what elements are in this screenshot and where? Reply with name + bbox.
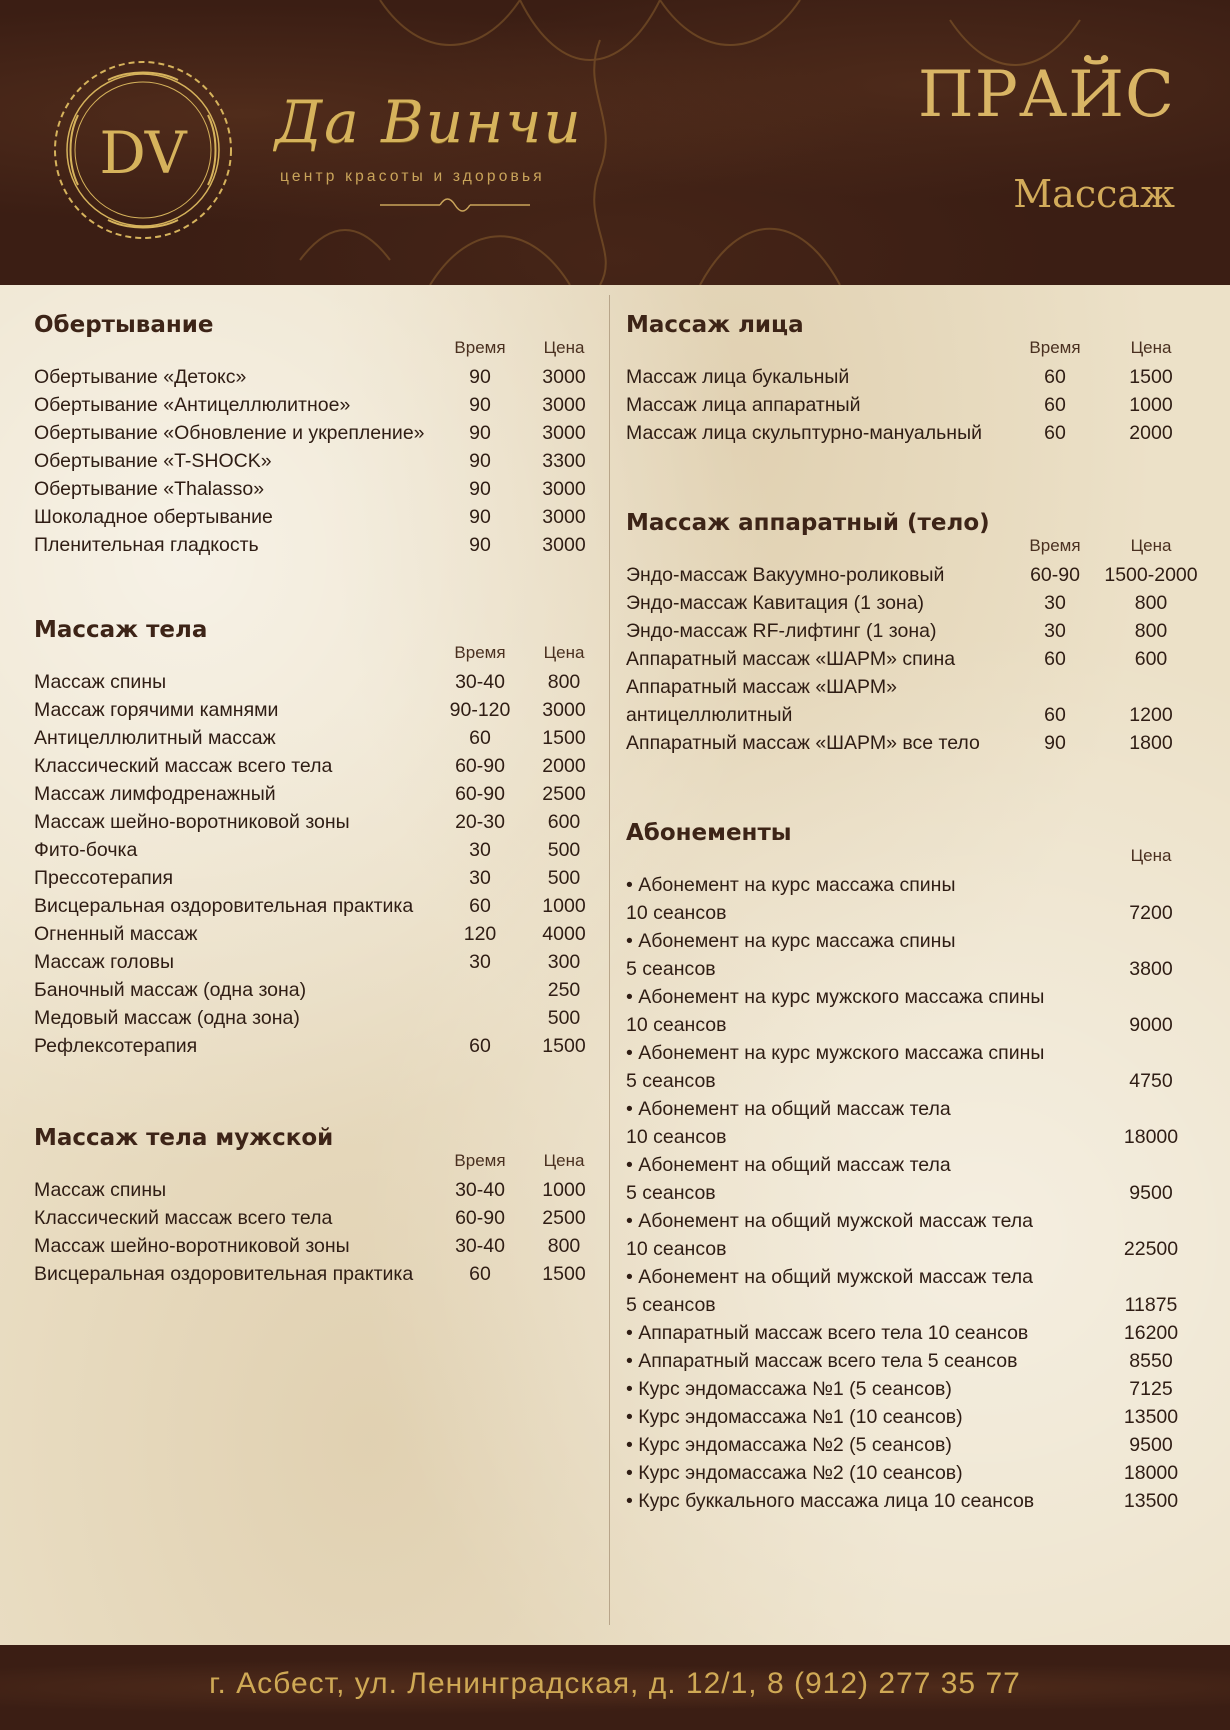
- service-time: 60: [469, 1035, 491, 1057]
- section-title: Массаж тела: [34, 617, 208, 643]
- service-name: Массаж лица букальный: [626, 366, 850, 388]
- service-time: 30: [469, 951, 491, 973]
- header-time: Время: [454, 1151, 506, 1170]
- subscription-price: 9500: [1129, 1182, 1173, 1204]
- service-name: Массаж лимфодренажный: [34, 783, 276, 805]
- service-name: Аппаратный массаж «ШАРМ»: [626, 676, 897, 698]
- service-time: 90: [1044, 732, 1066, 754]
- subscription-price: 8550: [1129, 1350, 1173, 1372]
- price-row: [34, 1207, 594, 1235]
- price-row: [626, 648, 1196, 676]
- column-headers: [34, 338, 594, 360]
- service-name: Эндо-массаж RF-лифтинг (1 зона): [626, 620, 937, 642]
- service-price: 2500: [542, 1207, 586, 1229]
- service-name: Пленительная гладкость: [34, 534, 259, 556]
- price-row: [626, 564, 1196, 592]
- subscription-price: 18000: [1123, 1462, 1179, 1484]
- subscription-price: 16200: [1123, 1322, 1179, 1344]
- price-row: [626, 394, 1196, 422]
- price-row: [34, 1035, 594, 1063]
- subscription-item: [626, 1434, 1196, 1462]
- subscription-sessions: 10 сеансов: [626, 1126, 727, 1148]
- subscription-item: [626, 1154, 1196, 1210]
- header-price: Цена: [543, 643, 585, 662]
- price-row: [34, 951, 594, 979]
- column-headers: [626, 338, 1196, 360]
- logo-emblem: [48, 55, 238, 245]
- service-time: 90: [469, 366, 491, 388]
- subscription-title: • Аппаратный массаж всего тела 5 сеансов: [626, 1350, 1018, 1372]
- column-headers: [626, 536, 1196, 558]
- service-price: 3000: [542, 478, 586, 500]
- service-time: 60: [469, 727, 491, 749]
- section-subscriptions: [626, 820, 1196, 1518]
- subscription-title: • Аппаратный массаж всего тела 10 сеансов: [626, 1322, 1029, 1344]
- service-price: 2500: [542, 783, 586, 805]
- service-price: 1800: [1129, 732, 1173, 754]
- subscription-item: [626, 1266, 1196, 1322]
- price-row: [626, 366, 1196, 394]
- service-name: Классический массаж всего тела: [34, 1207, 333, 1229]
- section-male-massage: [34, 1125, 594, 1291]
- subscription-sessions: 5 сеансов: [626, 1294, 716, 1316]
- subscription-title: • Абонемент на общий массаж тела: [626, 1098, 951, 1120]
- subscription-price: 7125: [1129, 1378, 1173, 1400]
- price-row: [626, 704, 1196, 732]
- service-price: 1200: [1129, 704, 1173, 726]
- service-time: 90: [469, 450, 491, 472]
- service-time: 30-40: [455, 671, 505, 693]
- column-headers: [626, 846, 1196, 868]
- subscription-item: [626, 1490, 1196, 1518]
- service-time: 20-30: [455, 811, 505, 833]
- subscription-price: 13500: [1123, 1490, 1179, 1512]
- footer-address: г. Асбест, ул. Ленинградская, д. 12/1, 8 (912) 277 35 77: [209, 1667, 1021, 1700]
- subscription-price: 4750: [1129, 1070, 1173, 1092]
- price-row: [34, 506, 594, 534]
- price-row: [34, 1263, 594, 1291]
- price-row: [34, 783, 594, 811]
- price-row: [34, 923, 594, 951]
- service-name: Массаж головы: [34, 951, 175, 973]
- service-price: 1500: [542, 1263, 586, 1285]
- service-name: Обертывание «Thalasso»: [34, 478, 265, 500]
- flourish-ornament: [380, 195, 530, 215]
- service-name: Висцеральная оздоровительная практика: [34, 895, 414, 917]
- brand-tagline: центр красоты и здоровья: [280, 168, 545, 185]
- service-time: 60-90: [1030, 564, 1080, 586]
- header-price: Цена: [543, 1151, 585, 1170]
- price-row: [34, 422, 594, 450]
- service-time: 60: [1044, 366, 1066, 388]
- service-name: Массаж лица аппаратный: [626, 394, 861, 416]
- subscription-title: • Абонемент на курс мужского массажа спины: [626, 986, 1045, 1008]
- service-price: 600: [547, 811, 581, 833]
- service-price: 3000: [542, 366, 586, 388]
- header-time: Время: [1029, 338, 1081, 357]
- service-time: 60-90: [455, 1207, 505, 1229]
- subscription-sessions: 5 сеансов: [626, 1070, 716, 1092]
- price-row: [34, 1235, 594, 1263]
- page-subtitle: Массаж: [1013, 172, 1175, 216]
- service-name: Массаж шейно-воротниковой зоны: [34, 1235, 350, 1257]
- subscription-item: [626, 1462, 1196, 1490]
- price-row: [34, 394, 594, 422]
- price-row: [34, 1179, 594, 1207]
- price-row: [34, 811, 594, 839]
- service-price: 800: [1134, 592, 1168, 614]
- service-name: Массаж лица скульптурно-мануальный: [626, 422, 982, 444]
- price-row: [34, 867, 594, 895]
- section-title: Массаж лица: [626, 312, 804, 338]
- service-name: Рефлексотерапия: [34, 1035, 198, 1057]
- service-price: 800: [1134, 620, 1168, 642]
- subscription-title: • Абонемент на общий мужской массаж тела: [626, 1210, 1034, 1232]
- subscription-item: [626, 986, 1196, 1042]
- subscription-title: • Абонемент на курс массажа спины: [626, 874, 956, 896]
- service-name: Эндо-массаж Кавитация (1 зона): [626, 592, 925, 614]
- subscription-price: 22500: [1123, 1238, 1179, 1260]
- price-row: [34, 979, 594, 1007]
- service-time: 60: [1044, 422, 1066, 444]
- subscription-sessions: 10 сеансов: [626, 902, 727, 924]
- service-price: 1500: [542, 727, 586, 749]
- price-row: [34, 671, 594, 699]
- price-row: [34, 366, 594, 394]
- subscription-item: [626, 930, 1196, 986]
- price-row: [626, 620, 1196, 648]
- price-row: [626, 732, 1196, 760]
- header-banner: [0, 0, 1230, 285]
- subscription-sessions: 10 сеансов: [626, 1014, 727, 1036]
- header-time: Время: [454, 338, 506, 357]
- service-name: Обертывание «Антицеллюлитное»: [34, 394, 351, 416]
- service-time: 30: [1044, 620, 1066, 642]
- service-price: 3300: [542, 450, 586, 472]
- service-price: 500: [547, 839, 581, 861]
- page-title: ПРАЙС: [917, 58, 1175, 132]
- section-hardware-massage: [626, 510, 1196, 760]
- price-row: [34, 755, 594, 783]
- service-time: 90-120: [449, 699, 511, 721]
- footer-banner: [0, 1645, 1230, 1730]
- subscription-item: [626, 1098, 1196, 1154]
- price-row: [34, 478, 594, 506]
- service-price: 3000: [542, 422, 586, 444]
- logo-monogram: DV: [99, 119, 187, 187]
- service-name: Медовый массаж (одна зона): [34, 1007, 300, 1029]
- column-divider: [609, 295, 610, 1625]
- header-price: Цена: [1130, 536, 1172, 555]
- service-time: 90: [469, 422, 491, 444]
- service-price: 3000: [542, 506, 586, 528]
- header-time: Время: [1029, 536, 1081, 555]
- service-name: Эндо-массаж Вакуумно-роликовый: [626, 564, 945, 586]
- service-price: 250: [547, 979, 581, 1001]
- service-time: 30: [469, 839, 491, 861]
- section-title: Абонементы: [626, 820, 792, 846]
- service-name: Обертывание «Детокс»: [34, 366, 247, 388]
- service-time: 90: [469, 534, 491, 556]
- service-name: Классический массаж всего тела: [34, 755, 333, 777]
- service-time: 60: [1044, 394, 1066, 416]
- header-time: Время: [454, 643, 506, 662]
- service-price: 800: [547, 1235, 581, 1257]
- subscription-item: [626, 1322, 1196, 1350]
- subscription-title: • Абонемент на общий мужской массаж тела: [626, 1266, 1034, 1288]
- service-name: Прессотерапия: [34, 867, 174, 889]
- service-name: Огненный массаж: [34, 923, 198, 945]
- header-price: Цена: [1130, 338, 1172, 357]
- subscription-title: • Курс эндомассажа №2 (10 сеансов): [626, 1462, 963, 1484]
- service-name: Массаж спины: [34, 671, 167, 693]
- service-time: 30-40: [455, 1235, 505, 1257]
- subscription-sessions: 5 сеансов: [626, 1182, 716, 1204]
- subscription-item: [626, 874, 1196, 930]
- service-price: 3000: [542, 699, 586, 721]
- section-face-massage: [626, 312, 1196, 450]
- service-price: 1000: [542, 1179, 586, 1201]
- service-price: 1000: [542, 895, 586, 917]
- service-price: 4000: [542, 923, 586, 945]
- subscription-price: 3800: [1129, 958, 1173, 980]
- service-price: 2000: [1129, 422, 1173, 444]
- service-time: 30: [1044, 592, 1066, 614]
- service-name: Висцеральная оздоровительная практика: [34, 1263, 414, 1285]
- subscription-title: • Курс эндомассажа №2 (5 сеансов): [626, 1434, 952, 1456]
- subscription-item: [626, 1042, 1196, 1098]
- subscription-item: [626, 1378, 1196, 1406]
- service-name: Антицеллюлитный массаж: [34, 727, 276, 749]
- service-name: Массаж спины: [34, 1179, 167, 1201]
- subscription-title: • Абонемент на общий массаж тела: [626, 1154, 951, 1176]
- subscription-title: • Абонемент на курс массажа спины: [626, 930, 956, 952]
- subscription-price: 9000: [1129, 1014, 1173, 1036]
- column-headers: [34, 643, 594, 665]
- section-title: Массаж аппаратный (тело): [626, 510, 990, 536]
- service-name: Обертывание «Обновление и укрепление»: [34, 422, 425, 444]
- brand-name: Да Винчи: [275, 88, 583, 156]
- price-row: [626, 676, 1196, 704]
- service-time: 60-90: [455, 755, 505, 777]
- subscription-price: 9500: [1129, 1434, 1173, 1456]
- service-time: 60-90: [455, 783, 505, 805]
- price-row: [34, 895, 594, 923]
- price-row: [34, 699, 594, 727]
- service-time: 60: [469, 895, 491, 917]
- service-time: 60: [1044, 648, 1066, 670]
- subscription-price: 11875: [1124, 1294, 1178, 1316]
- service-time: 30-40: [455, 1179, 505, 1201]
- service-price: 3000: [542, 534, 586, 556]
- subscription-sessions: 10 сеансов: [626, 1238, 727, 1260]
- service-name: Массаж горячими камнями: [34, 699, 279, 721]
- service-time: 90: [469, 394, 491, 416]
- service-time: 60: [1044, 704, 1066, 726]
- service-time: 120: [463, 923, 497, 945]
- price-row: [34, 1007, 594, 1035]
- service-name: Аппаратный массаж «ШАРМ» спина: [626, 648, 956, 670]
- section-body-massage: [34, 617, 594, 1063]
- subscription-item: [626, 1210, 1196, 1266]
- service-name: Обертывание «T-SHOCK»: [34, 450, 272, 472]
- price-row: [34, 727, 594, 755]
- service-time: 30: [469, 867, 491, 889]
- service-time: 90: [469, 478, 491, 500]
- price-row: [626, 592, 1196, 620]
- subscription-price: 18000: [1123, 1126, 1179, 1148]
- price-row: [34, 534, 594, 562]
- service-price: 2000: [542, 755, 586, 777]
- service-price: 1500: [542, 1035, 586, 1057]
- service-price: 1000: [1129, 394, 1173, 416]
- subscription-title: • Курс эндомассажа №1 (5 сеансов): [626, 1378, 952, 1400]
- column-headers: [34, 1151, 594, 1173]
- price-row: [34, 450, 594, 478]
- service-name: Шоколадное обертывание: [34, 506, 273, 528]
- subscription-price: 13500: [1123, 1406, 1179, 1428]
- subscription-title: • Курс буккального массажа лица 10 сеансов: [626, 1490, 1035, 1512]
- service-time: 60: [469, 1263, 491, 1285]
- service-name: Аппаратный массаж «ШАРМ» все тело: [626, 732, 980, 754]
- section-wraps: [34, 312, 594, 562]
- section-title: Массаж тела мужской: [34, 1125, 334, 1151]
- service-price: 300: [547, 951, 581, 973]
- service-price: 500: [547, 1007, 581, 1029]
- price-row: [34, 839, 594, 867]
- subscription-price: 7200: [1129, 902, 1173, 924]
- service-time: 90: [469, 506, 491, 528]
- service-price: 600: [1134, 648, 1168, 670]
- subscription-item: [626, 1350, 1196, 1378]
- service-price: 500: [547, 867, 581, 889]
- service-price: 800: [547, 671, 581, 693]
- service-price: 3000: [542, 394, 586, 416]
- subscription-sessions: 5 сеансов: [626, 958, 716, 980]
- service-price: 1500-2000: [1104, 564, 1198, 586]
- subscription-title: • Курс эндомассажа №1 (10 сеансов): [626, 1406, 963, 1428]
- service-name: Фито-бочка: [34, 839, 138, 861]
- price-row: [626, 422, 1196, 450]
- header-price: Цена: [543, 338, 585, 357]
- header-price: Цена: [1130, 846, 1172, 865]
- section-title: Обертывание: [34, 312, 214, 338]
- subscription-item: [626, 1406, 1196, 1434]
- service-name: Массаж шейно-воротниковой зоны: [34, 811, 350, 833]
- service-price: 1500: [1129, 366, 1173, 388]
- subscription-title: • Абонемент на курс мужского массажа спины: [626, 1042, 1045, 1064]
- service-name: антицеллюлитный: [626, 704, 793, 726]
- service-name: Баночный массаж (одна зона): [34, 979, 307, 1001]
